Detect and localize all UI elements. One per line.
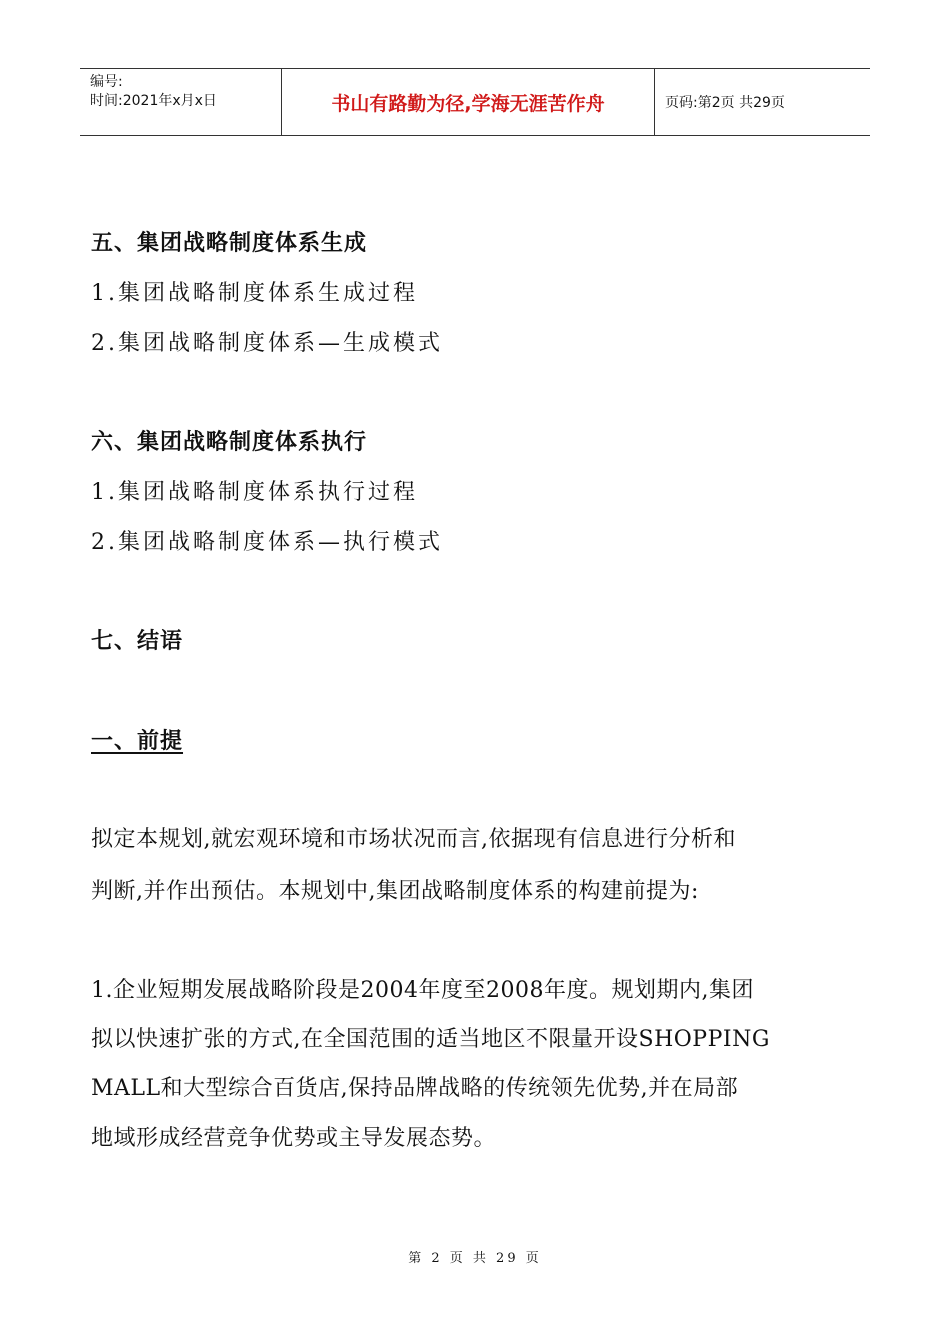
section-5-item-2: 2.集团战略制度体系—生成模式 — [91, 331, 443, 356]
document-number-label: 编号: — [90, 74, 123, 90]
section-5-item-1: 1.集团战略制度体系生成过程 — [91, 281, 418, 306]
header-page-info: 页码:第2页 共29页 — [665, 95, 785, 111]
section-7-title: 七、结语 — [91, 629, 184, 654]
section-5-title: 五、集团战略制度体系生成 — [91, 231, 368, 256]
premise-title: 一、前提 — [91, 729, 184, 754]
paragraph-2-line-4: 地域形成经营竞争优势或主导发展态势。 — [91, 1126, 497, 1151]
header-motto: 书山有路勤为径,学海无涯苦作舟 — [282, 69, 655, 135]
paragraph-2-line-2: 拟以快速扩张的方式,在全国范围的适当地区不限量开设SHOPPING — [91, 1027, 770, 1052]
paragraph-1-line-1: 拟定本规划,就宏观环境和市场状况而言,依据现有信息进行分析和 — [91, 827, 736, 852]
section-6-item-2: 2.集团战略制度体系—执行模式 — [91, 530, 443, 555]
document-time-label: 时间:2021年x月x日 — [90, 93, 217, 109]
page-footer: 第 2 页 共 29 页 — [408, 1251, 542, 1266]
header-table — [80, 68, 870, 136]
section-6-item-1: 1.集团战略制度体系执行过程 — [91, 480, 418, 505]
header-meta — [80, 69, 282, 135]
paragraph-1-line-2: 判断,并作出预估。本规划中,集团战略制度体系的构建前提为: — [91, 879, 699, 904]
paragraph-2-line-3: MALL和大型综合百货店,保持品牌战略的传统领先优势,并在局部 — [91, 1076, 739, 1101]
section-6-title: 六、集团战略制度体系执行 — [91, 430, 368, 455]
paragraph-2-line-1: 1.企业短期发展战略阶段是2004年度至2008年度。规划期内,集团 — [91, 978, 754, 1003]
